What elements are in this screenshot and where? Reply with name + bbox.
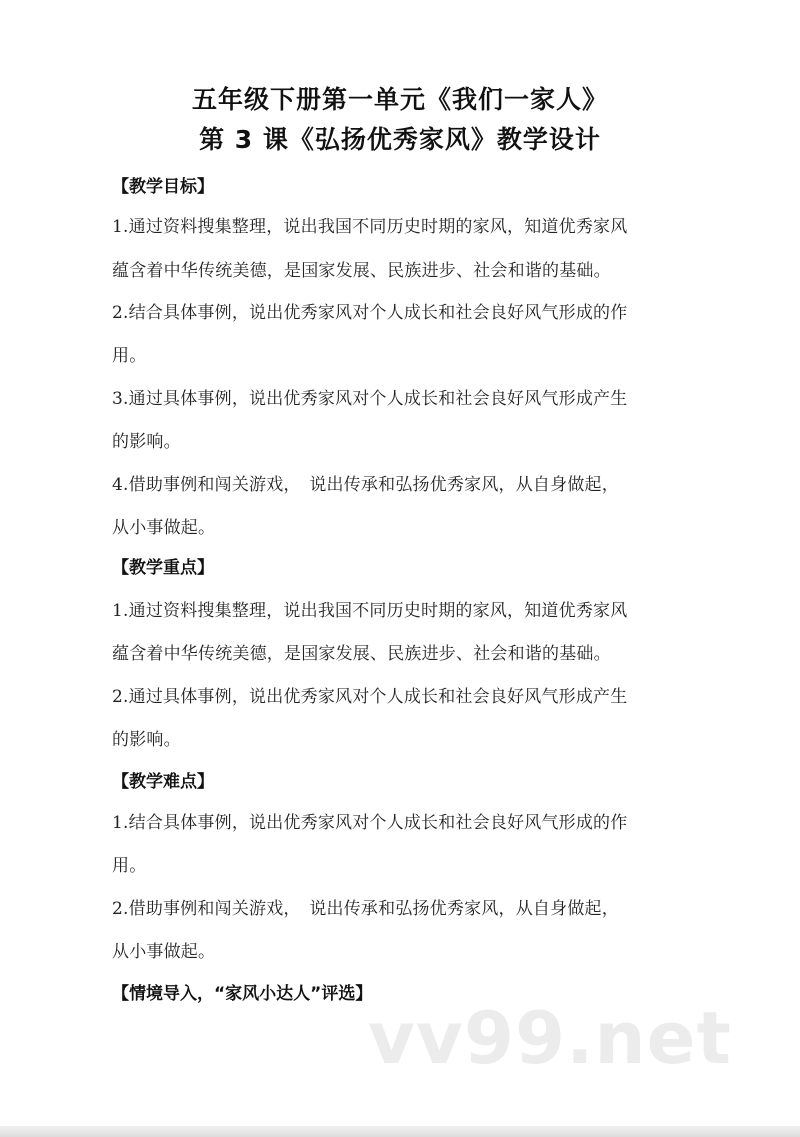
goals-line: 用。	[112, 346, 147, 366]
goals-line: 从小事做起。	[112, 518, 216, 538]
document-subtitle: 第 3 课《弘扬优秀家风》教学设计	[199, 125, 601, 154]
section-heading-goals: 【教学目标】	[112, 177, 214, 197]
page-bottom-edge	[0, 1126, 800, 1137]
difficulties-line: 从小事做起。	[112, 942, 216, 962]
goals-line: 3.通过具体事例，说出优秀家风对个人成长和社会良好风气形成产生	[112, 389, 628, 409]
goals-line: 的影响。	[112, 432, 181, 452]
section-heading-difficulties: 【教学难点】	[112, 772, 214, 792]
watermark: vv99.net	[368, 996, 732, 1080]
difficulties-line: 1.结合具体事例，说出优秀家风对个人成长和社会良好风气形成的作	[112, 813, 628, 833]
document-title: 五年级下册第一单元《我们一家人》	[191, 85, 608, 114]
goals-line: 蕴含着中华传统美德，是国家发展、民族进步、社会和谐的基础。	[112, 261, 611, 281]
key-points-line: 蕴含着中华传统美德，是国家发展、民族进步、社会和谐的基础。	[112, 644, 611, 664]
goals-line: 4.借助事例和闯关游戏， 说出传承和弘扬优秀家风，从自身做起，	[112, 475, 619, 495]
key-points-line: 的影响。	[112, 730, 181, 750]
key-points-line: 2.通过具体事例，说出优秀家风对个人成长和社会良好风气形成产生	[112, 687, 628, 707]
goals-line: 1.通过资料搜集整理，说出我国不同历史时期的家风，知道优秀家风	[112, 217, 628, 237]
key-points-line: 1.通过资料搜集整理，说出我国不同历史时期的家风，知道优秀家风	[112, 601, 628, 621]
difficulties-line: 用。	[112, 856, 147, 876]
difficulties-line: 2.借助事例和闯关游戏， 说出传承和弘扬优秀家风，从自身做起，	[112, 899, 619, 919]
goals-line: 2.结合具体事例，说出优秀家风对个人成长和社会良好风气形成的作	[112, 303, 628, 323]
section-heading-intro: 【情境导入，“家风小达人”评选】	[112, 984, 373, 1004]
section-heading-key-points: 【教学重点】	[112, 558, 214, 578]
